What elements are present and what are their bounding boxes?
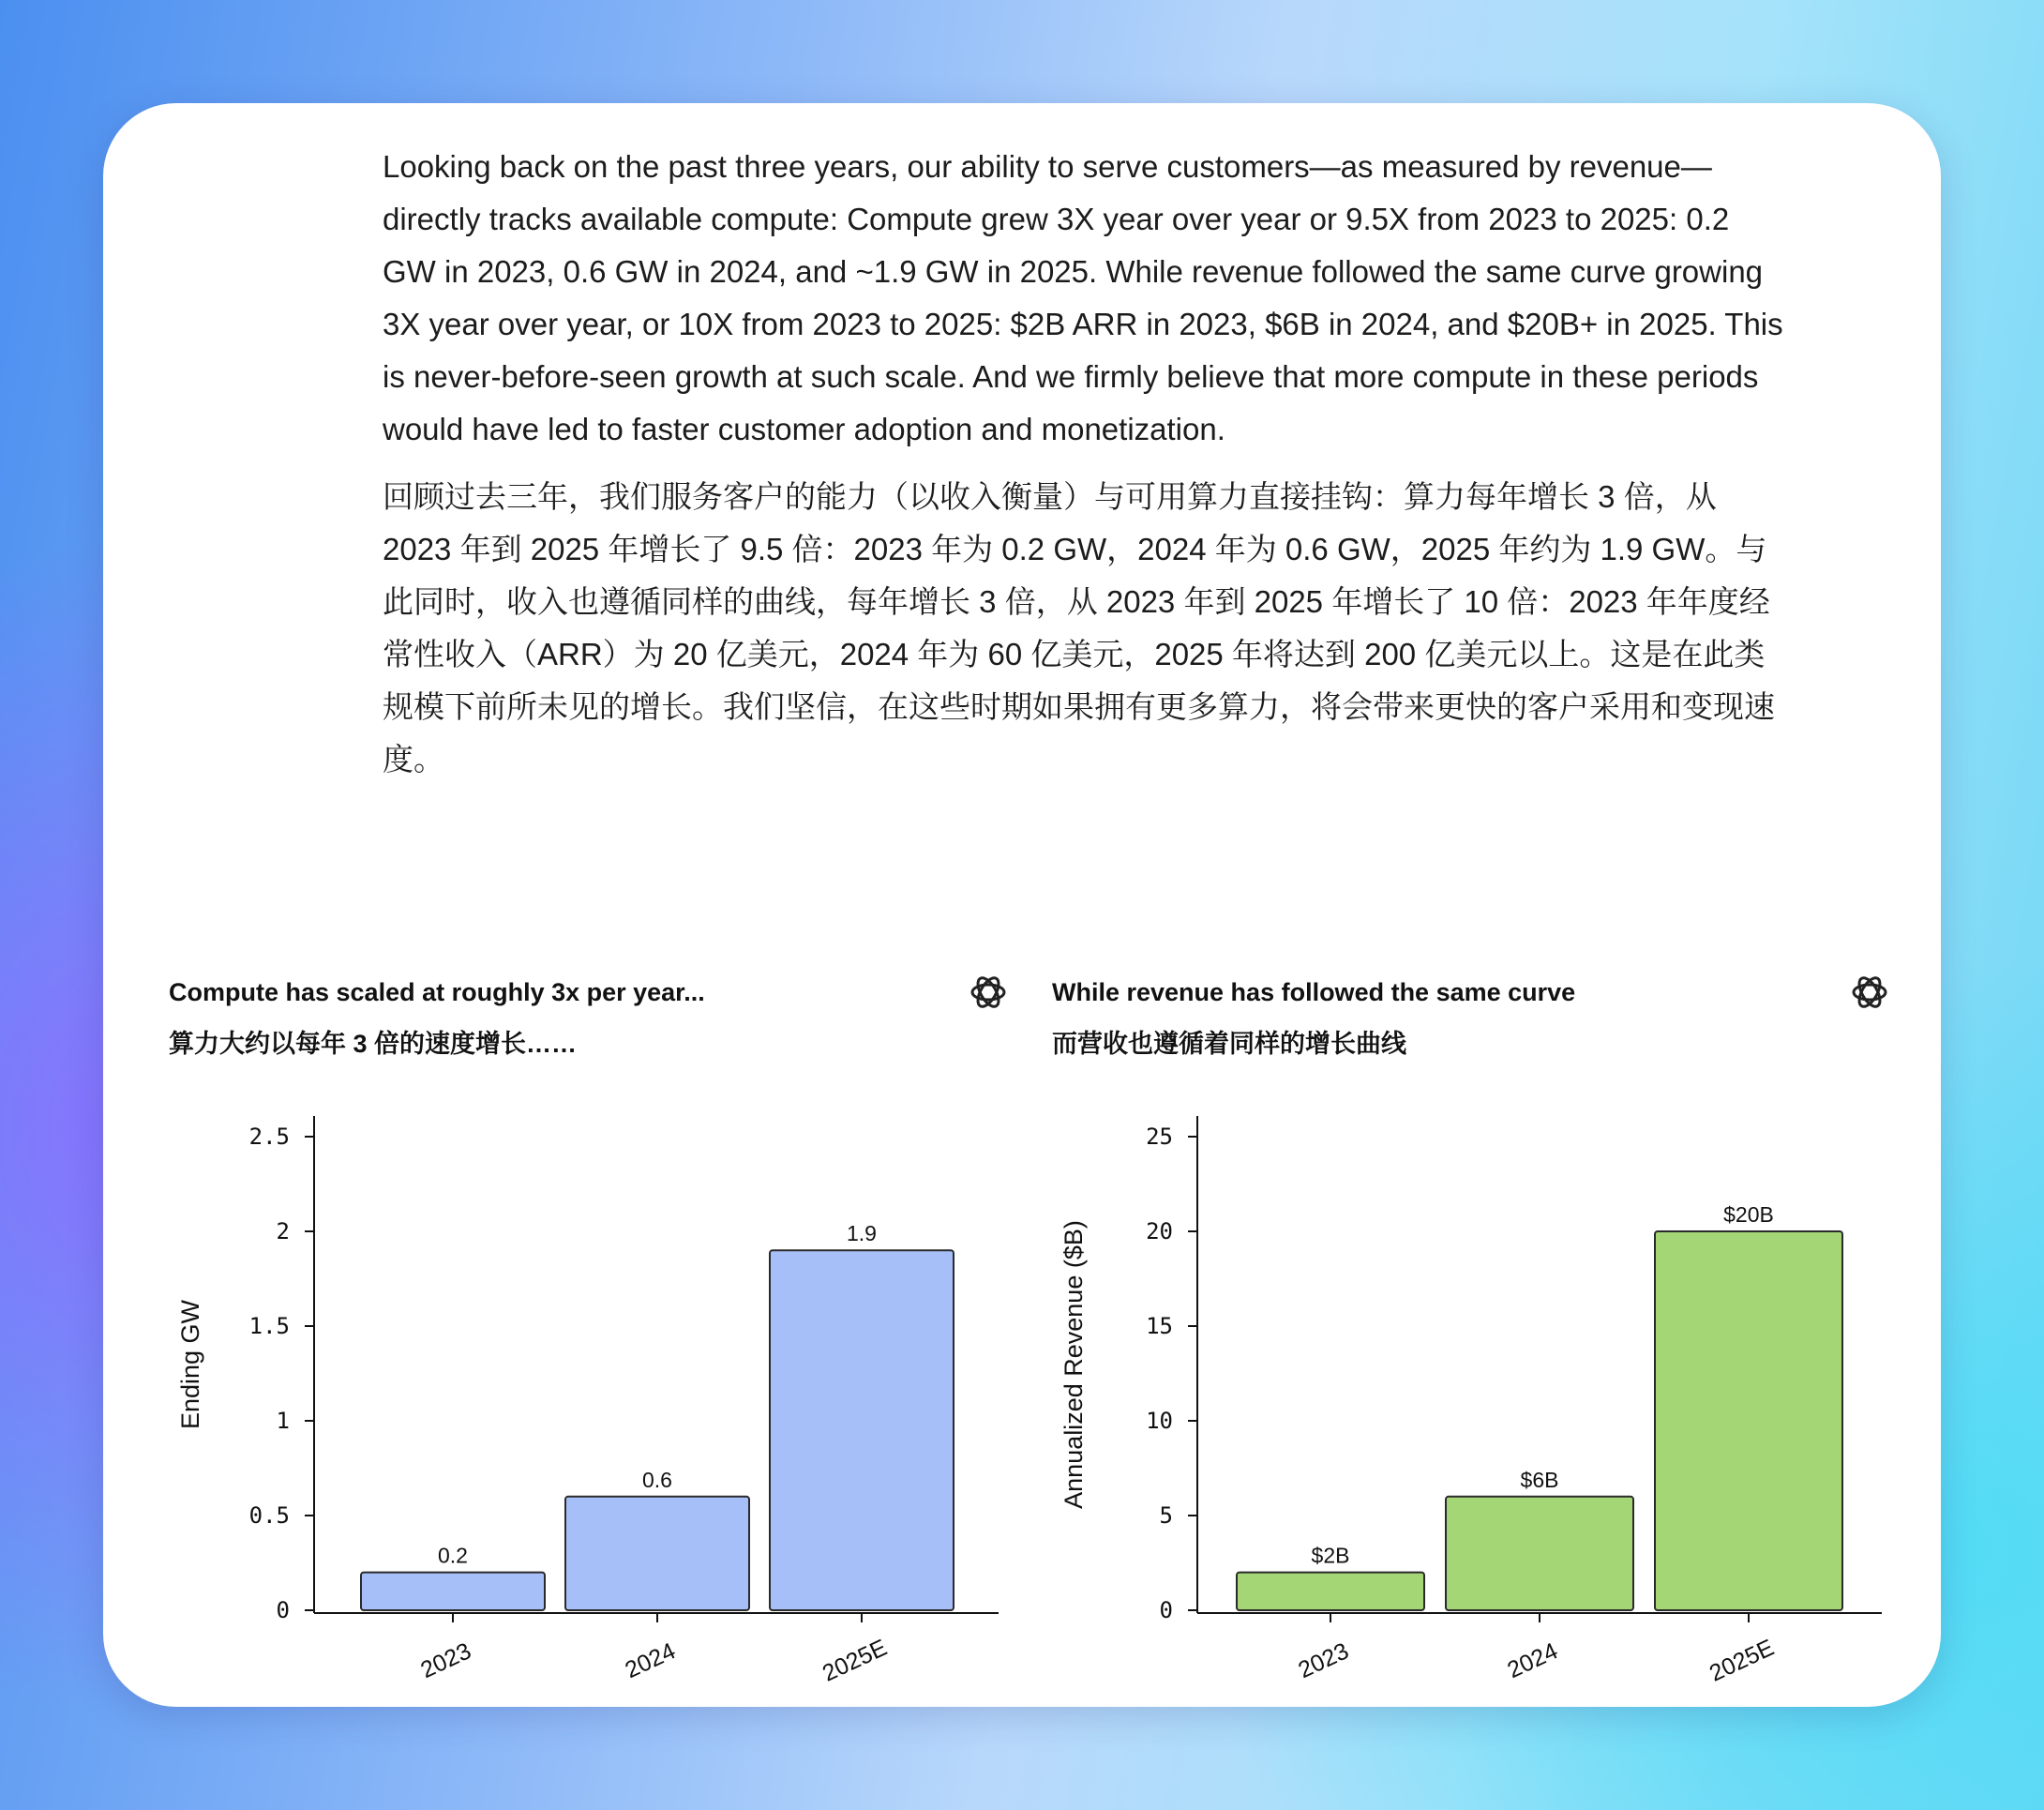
bar-2024 [1446, 1497, 1633, 1610]
y-tick-label: 0 [276, 1597, 290, 1623]
openai-logo-icon [968, 972, 1009, 1013]
y-tick-label: 25 [1146, 1124, 1173, 1150]
y-tick-label: 2.5 [248, 1124, 290, 1150]
x-tick-label: 2023 [1294, 1637, 1353, 1684]
bar-2025E [770, 1250, 954, 1610]
y-axis-label: Ending GW [176, 1299, 204, 1430]
revenue-chart-subtitle: 而营收也遵循着同样的增长曲线 [1052, 1030, 1406, 1058]
y-tick-label: 20 [1146, 1218, 1173, 1244]
y-tick-label: 10 [1146, 1408, 1173, 1434]
openai-logo-icon [1849, 972, 1890, 1013]
compute-chart-title: Compute has scaled at roughly 3x per year... [169, 978, 705, 1006]
revenue-chart-title: While revenue has followed the same curve [1052, 978, 1576, 1006]
y-axis-label: Annualized Revenue ($B) [1060, 1220, 1088, 1509]
bar-2025E [1655, 1231, 1842, 1610]
y-tick-label: 5 [1159, 1502, 1173, 1529]
revenue-bar-chart [1043, 1097, 1905, 1697]
bar-2023 [361, 1573, 545, 1610]
bar-2024 [565, 1497, 749, 1610]
y-tick-label: 2 [276, 1218, 290, 1244]
x-tick-label: 2024 [621, 1637, 680, 1684]
bar-data-label: $6B [1520, 1467, 1559, 1492]
x-tick-label: 2025E [818, 1634, 892, 1687]
bar-data-label: $2B [1311, 1543, 1350, 1568]
y-tick-label: 0 [1159, 1597, 1173, 1623]
bar-data-label: 1.9 [847, 1221, 877, 1246]
article-text [383, 141, 1789, 786]
compute-chart-subtitle: 算力大约以每年 3 倍的速度增长…… [169, 1030, 578, 1058]
bar-data-label: 0.2 [438, 1543, 468, 1568]
bar-data-label: $20B [1723, 1202, 1774, 1227]
bar-2023 [1237, 1573, 1424, 1610]
x-tick-label: 2025E [1705, 1634, 1779, 1687]
x-tick-label: 2023 [416, 1637, 475, 1684]
paragraph-chinese: 回顾过去三年，我们服务客户的能力（以收入衡量）与可用算力直接挂钩：算力每年增长 3 倍，从 2023 年到 2025 年增长了 9.5 倍：2023 年为 0.2 GW，2024 年为 0.6 GW，2025 年约为 1.9 GW。与此同时，收入也遵循同样的曲线，每年增长 3 倍，从 2023 年到 2025 年增长了 10 倍：2023 年年度经常性收入（ARR）为 20 亿美元，2024 年为 60 亿美元，2025 年将达到 200 亿美元以上。这是在此类规模下前所未见的增长。我们坚信，在这些时期如果拥有更多算力，将会带来更快的客户采用和变现速度。 [383, 479, 1775, 777]
x-tick-label: 2024 [1503, 1637, 1562, 1684]
y-tick-label: 0.5 [248, 1502, 290, 1529]
paragraph-english: Looking back on the past three years, our ability to serve customers—as measured by revenue—directly tracks available compute: Compute grew 3X year over year or 9.5X from 2023 to 2025: 0.2 GW in 2023, 0.6 GW in 2024, and ~1.9 GW in 2025. While revenue followed the same curve growing 3X year over year, or 10X from 2023 to 2025: $2B ARR in 2023, $6B in 2024, and $20B+ in 2025. This is never-before-seen growth at such scale. And we firmly believe that more compute in these periods would have led to faster customer adoption and monetization. [383, 149, 1783, 446]
compute-bar-chart [159, 1097, 1022, 1697]
y-tick-label: 15 [1146, 1313, 1173, 1339]
y-tick-label: 1.5 [248, 1313, 290, 1339]
bar-data-label: 0.6 [642, 1467, 672, 1492]
y-tick-label: 1 [276, 1408, 290, 1434]
